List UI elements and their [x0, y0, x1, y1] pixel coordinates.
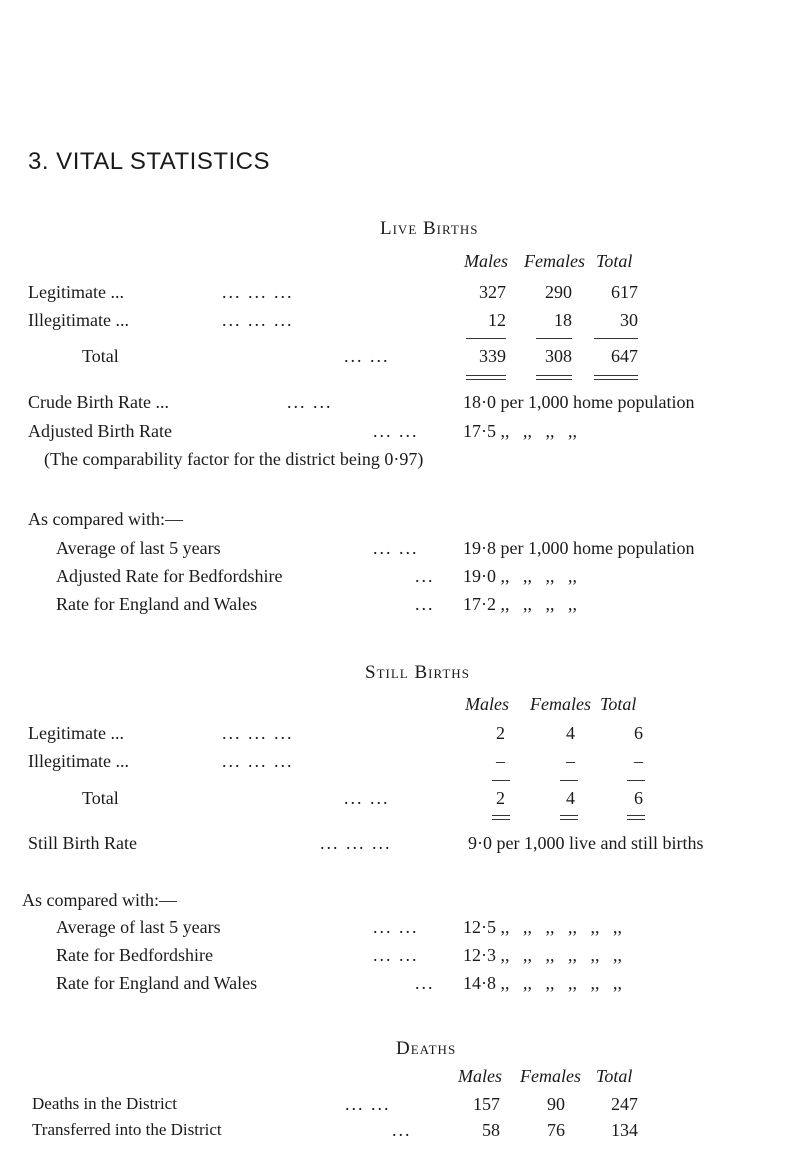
total-value: 30 [620, 310, 638, 330]
row-dots: ... ... ... [222, 282, 294, 302]
compared-label: Average of last 5 years [56, 917, 221, 937]
total-value: 6 [634, 788, 643, 808]
row-dots: ... ... ... [222, 310, 294, 330]
col-females-header: Females [524, 251, 585, 271]
row-label: Illegitimate ... [28, 310, 129, 330]
compared-heading: As compared with:— [28, 509, 183, 529]
row-dots: ... ... [345, 1094, 391, 1114]
col-females-header: Females [530, 694, 591, 714]
compared-label: Rate for England and Wales [56, 594, 258, 614]
col-total-header: Total [596, 251, 633, 271]
crude-value: 18·0 per 1,000 home population [463, 392, 695, 412]
row-dots: ... ... ... [222, 723, 294, 743]
compared-label: Adjusted Rate for Bedfordshire [56, 566, 283, 586]
compared-dots: ... ... [373, 538, 419, 558]
rule-males [492, 780, 510, 781]
adjusted-label: Adjusted Birth Rate [28, 421, 172, 441]
section-title: 3. VITAL STATISTICS [28, 148, 270, 175]
adjusted-dots: ... ... [373, 421, 419, 441]
compared-heading: As compared with:— [22, 890, 177, 910]
deaths-heading: Deaths [396, 1038, 457, 1059]
total-value: – [634, 751, 643, 771]
rule-males [466, 338, 506, 339]
col-females-header: Females [520, 1066, 581, 1086]
rate-dots: ... ... ... [320, 833, 392, 853]
females-value: 4 [566, 723, 575, 743]
row-label: Legitimate ... [28, 282, 124, 302]
compared-dots: ... [415, 594, 435, 614]
compared-dots: ... ... [373, 917, 419, 937]
rule-total [594, 338, 638, 339]
total-value: 617 [611, 282, 638, 302]
rule-females [536, 338, 572, 339]
males-value: 339 [479, 346, 506, 366]
total-value: 647 [611, 346, 638, 366]
total-value: 6 [634, 723, 643, 743]
males-value: 2 [496, 788, 505, 808]
col-males-header: Males [465, 694, 509, 714]
compared-dots: ... [415, 973, 435, 993]
row-dots: ... ... ... [222, 751, 294, 771]
col-males-header: Males [464, 251, 508, 271]
compared-label: Rate for Bedfordshire [56, 945, 213, 965]
row-dots: ... [392, 1120, 412, 1140]
double-rule-total [627, 815, 645, 820]
males-value: 2 [496, 723, 505, 743]
females-value: 308 [545, 346, 572, 366]
col-males-header: Males [458, 1066, 502, 1086]
total-value: 134 [611, 1120, 638, 1140]
row-label: Deaths in the District [32, 1094, 177, 1113]
total-value: 247 [611, 1094, 638, 1114]
col-total-header: Total [596, 1066, 633, 1086]
compared-label: Rate for England and Wales [56, 973, 258, 993]
females-value: 18 [554, 310, 572, 330]
compared-dots: ... ... [373, 945, 419, 965]
males-value: 58 [482, 1120, 500, 1140]
crude-label: Crude Birth Rate ... [28, 392, 169, 412]
compared-value: 14·8 ,, ,, ,, ,, ,, ,, [463, 973, 622, 993]
compared-value: 12·3 ,, ,, ,, ,, ,, ,, [463, 945, 622, 965]
row-label: Total [82, 788, 119, 808]
still-births-heading: Still Births [365, 662, 470, 683]
compared-value: 17·2 ,, ,, ,, ,, [463, 594, 577, 614]
adjusted-value: 17·5 ,, ,, ,, ,, [463, 421, 577, 441]
rule-total [627, 780, 645, 781]
compared-value: 19·0 ,, ,, ,, ,, [463, 566, 577, 586]
compared-value: 19·8 per 1,000 home population [463, 538, 695, 558]
males-value: 157 [473, 1094, 500, 1114]
double-rule-males [466, 375, 506, 380]
males-value: 12 [488, 310, 506, 330]
females-value: 90 [547, 1094, 565, 1114]
compared-label: Average of last 5 years [56, 538, 221, 558]
rule-females [560, 780, 578, 781]
compared-value: 12·5 ,, ,, ,, ,, ,, ,, [463, 917, 622, 937]
compared-dots: ... [415, 566, 435, 586]
double-rule-males [492, 815, 510, 820]
live-births-heading: Live Births [380, 218, 479, 239]
row-dots: ... ... [344, 788, 390, 808]
row-label: Illegitimate ... [28, 751, 129, 771]
row-dots: ... ... [344, 346, 390, 366]
double-rule-females [536, 375, 572, 380]
rate-label: Still Birth Rate [28, 833, 138, 853]
males-value: – [496, 751, 505, 771]
row-label: Legitimate ... [28, 723, 124, 743]
row-label: Total [82, 346, 119, 366]
females-value: – [566, 751, 575, 771]
col-total-header: Total [600, 694, 637, 714]
females-value: 4 [566, 788, 575, 808]
double-rule-females [560, 815, 578, 820]
double-rule-total [594, 375, 638, 380]
females-value: 76 [547, 1120, 565, 1140]
crude-dots: ... ... [287, 392, 333, 412]
females-value: 290 [545, 282, 572, 302]
row-label: Transferred into the District [32, 1120, 222, 1139]
comparability-note: (The comparability factor for the district being 0·97) [44, 449, 424, 469]
males-value: 327 [479, 282, 506, 302]
rate-value: 9·0 per 1,000 live and still births [468, 833, 704, 853]
